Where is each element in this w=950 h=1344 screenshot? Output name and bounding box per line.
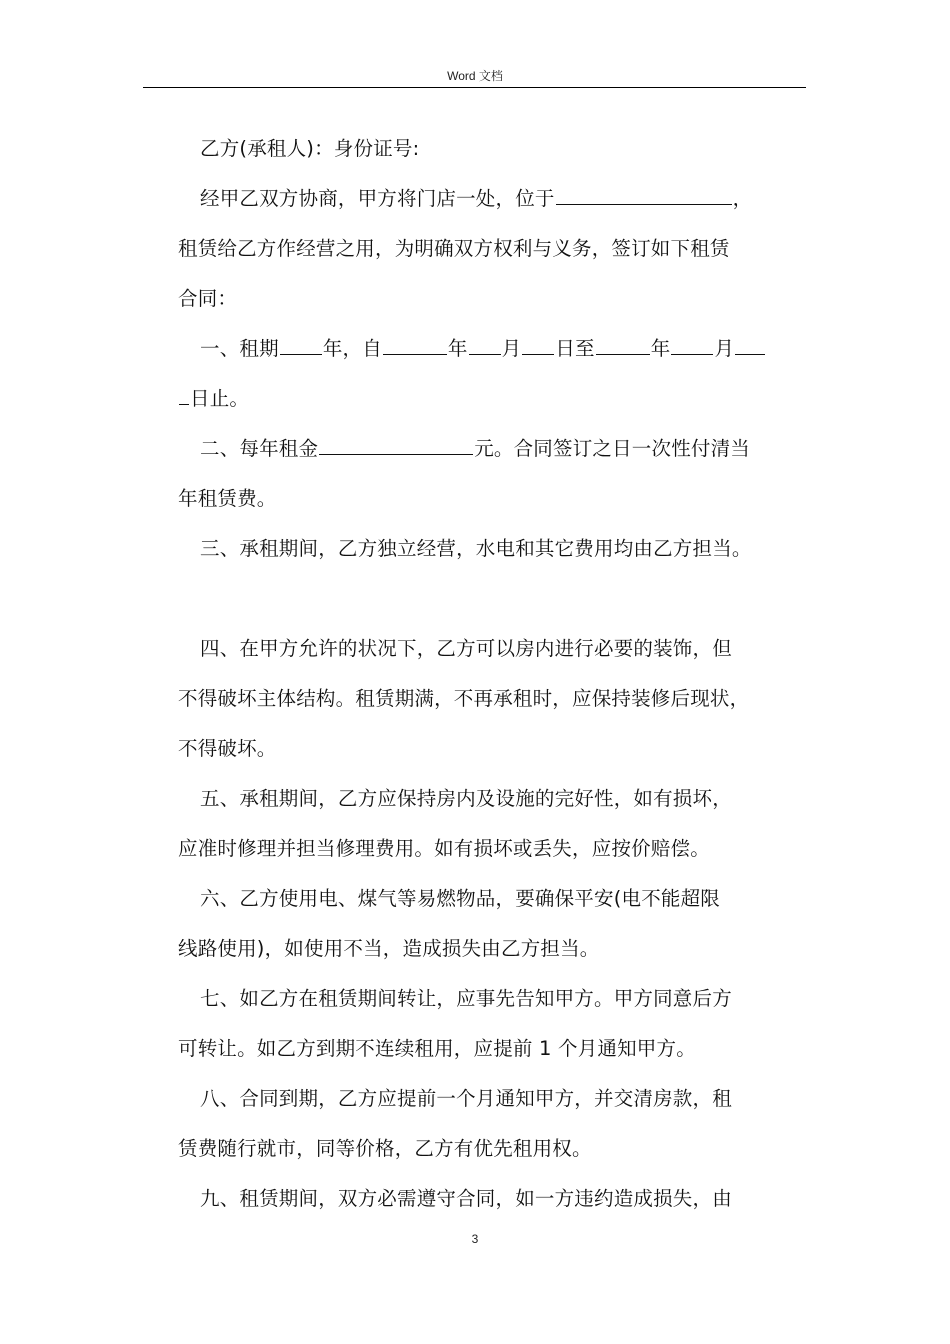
location-blank[interactable] [556,182,732,205]
rent-line-cont: 年租赁费。 [178,487,277,510]
start-day-blank[interactable] [522,332,554,355]
clause-5-line-1: 五、承租期间，乙方应保持房内及设施的完好性，如有损坏， [200,787,732,810]
purpose-line: 租赁给乙方作经营之用，为明确双方权利与义务，签订如下租赁 [178,237,730,260]
term-end-line [178,382,818,432]
rent-label: 二、每年租金 [200,437,319,460]
clause-5-line-2: 应准时修理并担当修理费用。如有损坏或丢失，应按价赔偿。 [178,837,710,860]
end-year-blank[interactable] [596,332,650,355]
start-month-label: 月 [501,337,522,360]
rent-amount-blank[interactable] [319,432,473,455]
rent-line [178,432,818,482]
location-text: 经甲乙双方协商，甲方将门店一处，位于 [200,187,555,210]
contract-body [178,132,818,1232]
term-years-blank[interactable] [280,332,322,355]
term-end-text: 日止。 [190,387,250,410]
clause-7-line-1: 七、如乙方在租赁期间转让，应事先告知甲方。甲方同意后方 [200,987,732,1010]
clause-3-line: 三、承租期间，乙方独立经营，水电和其它费用均由乙方担当。 [200,537,752,560]
end-year-label: 年 [650,337,671,360]
page-number: 3 [471,1232,479,1246]
clause-4-line-2: 不得破坏主体结构。租赁期满，不再承租时，应保持装修后现状， [178,687,750,710]
location-line [178,182,818,232]
header-divider [143,87,806,88]
term-label: 一、租期 [200,337,279,360]
end-month-label: 月 [714,337,735,360]
clause-7-line-2: 可转让。如乙方到期不连续租用，应提前 1 个月通知甲方。 [178,1037,696,1060]
end-month-blank[interactable] [671,332,713,355]
clause-6-line-1: 六、乙方使用电、煤气等易燃物品，要确保平安(电不能超限 [200,887,721,910]
party-b-line: 乙方(承租人)：身份证号: [200,137,420,160]
start-year-label: 年 [447,337,468,360]
contract-label-line: 合同： [178,287,238,310]
end-day-blank-part1[interactable] [735,332,765,355]
start-day-to: 日至 [555,337,595,360]
rent-text: 元。合同签订之日一次性付清当 [474,437,751,460]
start-month-blank[interactable] [469,332,501,355]
location-comma: ， [732,187,753,210]
clause-9-line-1: 九、租赁期间，双方必需遵守合同，如一方违约造成损失，由 [200,1187,732,1210]
term-line [178,332,818,382]
term-from: 年，自 [322,337,382,360]
document-header-title: Word 文档 [447,69,503,83]
start-year-blank[interactable] [383,332,447,355]
end-day-blank-part2[interactable] [179,382,189,405]
clause-8-line-1: 八、合同到期，乙方应提前一个月通知甲方，并交清房款，租 [200,1087,732,1110]
clause-6-line-2: 线路使用)，如使用不当，造成损失由乙方担当。 [178,937,600,960]
clause-4-line-1: 四、在甲方允许的状况下，乙方可以房内进行必要的装饰，但 [200,637,732,660]
clause-8-line-2: 赁费随行就市，同等价格，乙方有优先租用权。 [178,1137,592,1160]
clause-4-line-3: 不得破坏。 [178,737,277,760]
